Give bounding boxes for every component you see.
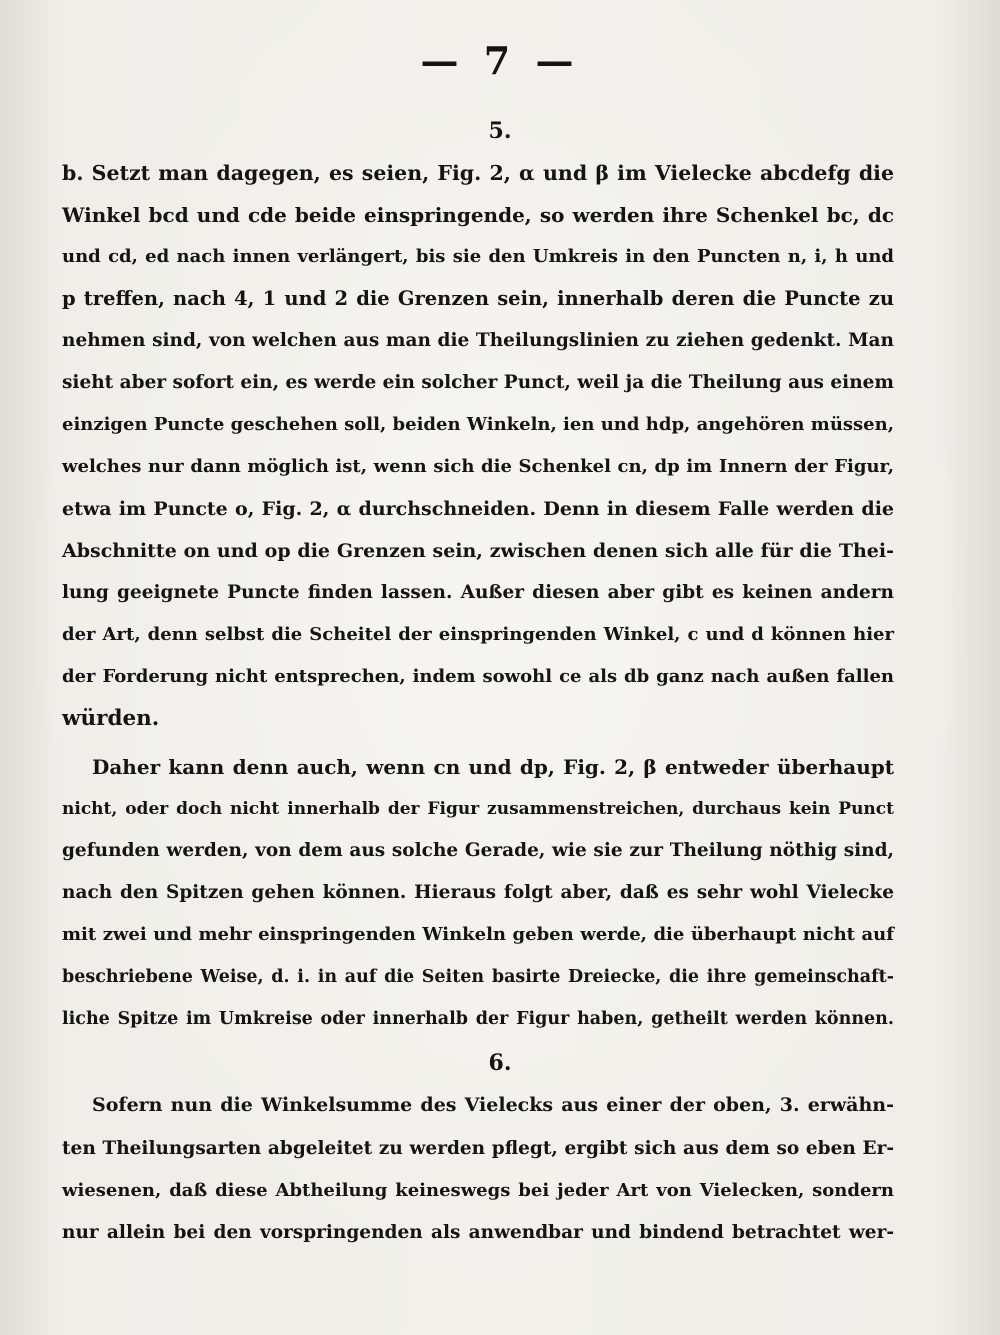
text-line: Sofern nun die Winkelsumme des Vielecks aus einer der oben, 3. erwähn- (92, 1094, 894, 1116)
text-line: lung geeignete Puncte finden lassen. Außer diesen aber gibt es keinen andern (62, 582, 894, 603)
text-line: nach den Spitzen gehen können. Hieraus folgt aber, daß es sehr wohl Vielecke (62, 882, 894, 903)
text-line: beschriebene Weise, d. i. in auf die Seiten basirte Dreiecke, die ihre gemeinschaft- (62, 967, 894, 987)
text-line: welches nur dann möglich ist, wenn sich die Schenkel cn, dp im Innern der Figur, (62, 456, 894, 477)
text-line: liche Spitze im Umkreise oder innerhalb der Figur haben, getheilt werden können. (62, 1009, 894, 1029)
text-line: nicht, oder doch nicht innerhalb der Figur zusammenstreichen, durchaus kein Punct (62, 799, 894, 819)
text-line: der Art, denn selbst die Scheitel der einspringenden Winkel, c und d können hier (62, 624, 894, 645)
text-line: gefunden werden, von dem aus solche Gerade, wie sie zur Theilung nöthig sind, (62, 840, 894, 861)
section-number: 6. (488, 1050, 512, 1076)
text-line: Winkel bcd und cde beide einspringende, so werden ihre Schenkel bc, dc (62, 203, 894, 227)
text-line: p treffen, nach 4, 1 und 2 die Grenzen sein, innerhalb deren die Puncte zu (62, 287, 894, 310)
text-line: ten Theilungsarten abgeleitet zu werden pflegt, ergibt sich aus dem so eben Er- (62, 1138, 894, 1159)
section-number: 5. (488, 118, 512, 144)
page-header: — 7 — (420, 38, 580, 83)
text-line: etwa im Puncte o, Fig. 2, α durchschneiden. Denn in diesem Falle werden die (62, 498, 894, 520)
text-line: würden. (62, 706, 160, 731)
text-line: nehmen sind, von welchen aus man die Theilungslinien zu ziehen gedenkt. Man (62, 330, 894, 351)
text-line: einzigen Puncte geschehen soll, beiden Winkeln, ien und hdp, angehören müssen, (62, 414, 894, 435)
text-line: sieht aber sofort ein, es werde ein solcher Punct, weil ja die Theilung aus einem (62, 372, 895, 393)
text-line: nur allein bei den vorspringenden als anwendbar und bindend betrachtet wer- (62, 1222, 894, 1243)
text-line: Abschnitte on und op die Grenzen sein, zwischen denen sich alle für die Thei- (62, 540, 894, 562)
text-line: der Forderung nicht entsprechen, indem sowohl ce als db ganz nach außen fallen (62, 666, 894, 687)
text-line: wiesenen, daß diese Abtheilung keineswegs bei jeder Art von Vielecken, sondern (62, 1180, 894, 1201)
text-line: b. Setzt man dagegen, es seien, Fig. 2, α und β im Vielecke abcdefg die (62, 161, 894, 185)
text-line: Daher kann denn auch, wenn cn und dp, Fig. 2, β entweder überhaupt (92, 755, 894, 779)
text-line: und cd, ed nach innen verlängert, bis sie den Umkreis in den Puncten n, i, h und (62, 246, 894, 267)
text-line: mit zwei und mehr einspringenden Winkeln geben werde, die überhaupt nicht auf (62, 924, 894, 945)
